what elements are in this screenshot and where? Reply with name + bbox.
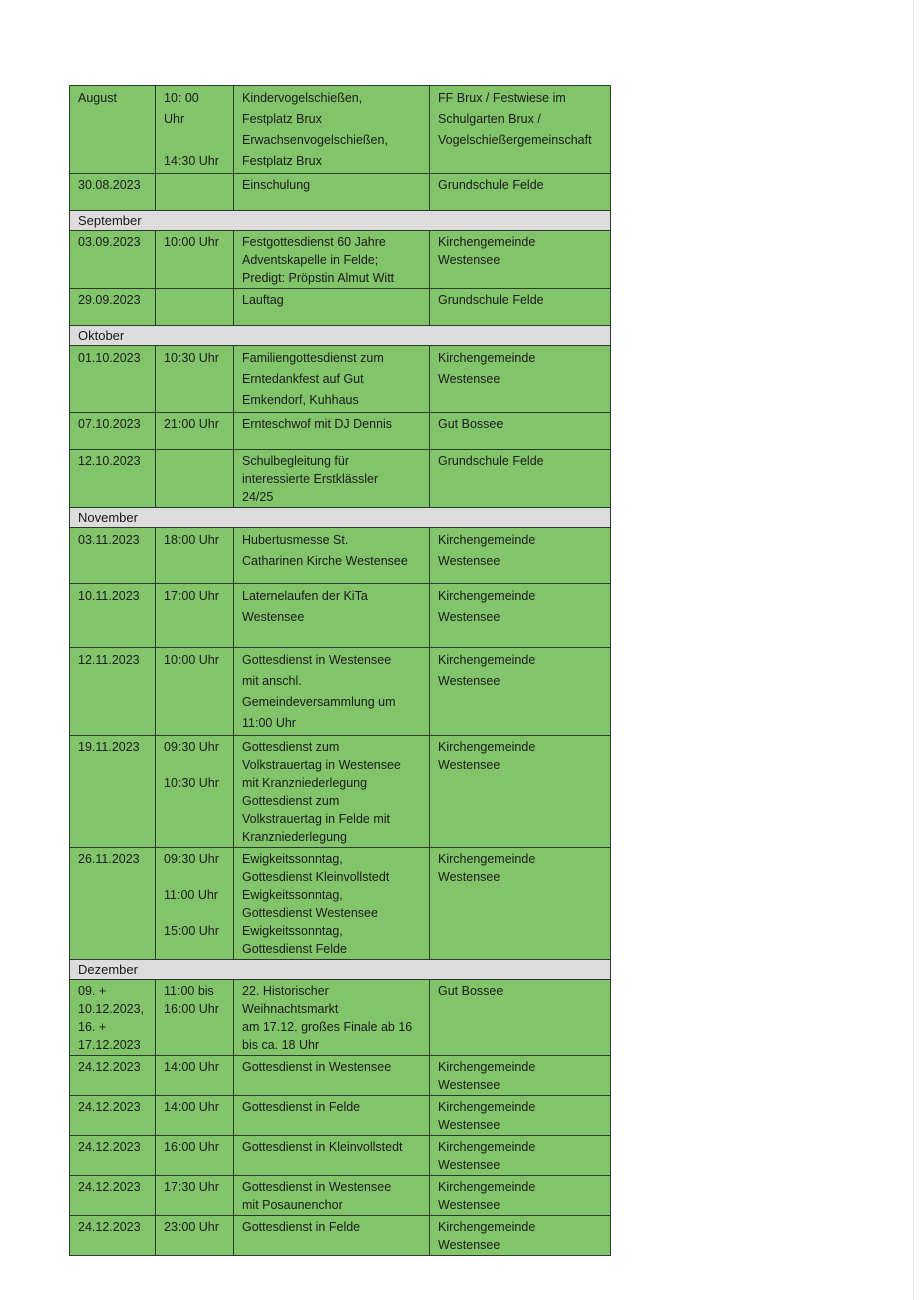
event-title (234, 1056, 430, 1096)
event-organizer (430, 1136, 611, 1176)
event-date (70, 584, 156, 648)
month-header (70, 211, 611, 231)
event-date-line: 10.11.2023 (78, 589, 140, 603)
event-organizer-line: Kirchengemeinde (438, 235, 536, 249)
month-label: Oktober (78, 328, 125, 343)
event-title-line: 24/25 (242, 490, 274, 504)
event-time (156, 848, 234, 960)
event-organizer-line: Kirchengemeinde (438, 1140, 536, 1154)
event-date-line: 10.12.2023, (78, 1002, 145, 1016)
event-time-line: 18:00 Uhr (164, 533, 219, 547)
event-title (234, 346, 430, 413)
event-time-line: 09:30 Uhr (164, 740, 219, 754)
event-title (234, 1136, 430, 1176)
event-title (234, 450, 430, 508)
event-row (70, 648, 611, 736)
event-title-line: Catharinen Kirche Westensee (242, 554, 408, 568)
event-time (156, 1136, 234, 1176)
event-organizer-line: Vogelschießergemeinschaft (438, 133, 592, 147)
event-time-line: 17:00 Uhr (164, 589, 219, 603)
event-date-line: 03.09.2023 (78, 235, 141, 249)
event-date (70, 413, 156, 450)
event-row (70, 980, 611, 1056)
event-time-line: Uhr (164, 112, 185, 126)
event-title (234, 231, 430, 289)
month-header-row (70, 211, 611, 231)
event-title (234, 528, 430, 584)
event-organizer (430, 346, 611, 413)
event-organizer-line: Kirchengemeinde (438, 852, 536, 866)
event-row (70, 1056, 611, 1096)
event-time-line: 10:30 Uhr (164, 351, 219, 365)
event-title-line: Festgottesdienst 60 Jahre (242, 235, 386, 249)
event-organizer-line: FF Brux / Festwiese im (438, 91, 566, 105)
event-date-line: 19.11.2023 (78, 740, 140, 754)
event-time-line (164, 176, 225, 194)
event-organizer-line: Gut Bossee (438, 417, 504, 431)
event-organizer-line: Westensee (438, 554, 501, 568)
event-organizer-line: Westensee (438, 372, 501, 386)
event-title-line: Hubertusmesse St. (242, 533, 349, 547)
event-time-line: 10:30 Uhr (164, 776, 219, 790)
event-date-line: 16. + (78, 1020, 107, 1034)
event-title-line: Gottesdienst in Felde (242, 1220, 361, 1234)
event-time (156, 289, 234, 326)
event-time (156, 1096, 234, 1136)
event-organizer (430, 86, 611, 174)
event-time-line: 10:00 Uhr (164, 235, 219, 249)
event-date (70, 528, 156, 584)
event-title-line: 22. Historischer (242, 984, 329, 998)
event-date (70, 848, 156, 960)
event-title-line: Schulbegleitung für (242, 454, 350, 468)
event-row (70, 584, 611, 648)
event-title (234, 648, 430, 736)
event-title-line: Festplatz Brux (242, 112, 322, 126)
event-title-line: Gottesdienst in Kleinvollstedt (242, 1140, 403, 1154)
event-title-line: Gottesdienst in Felde (242, 1100, 361, 1114)
event-date (70, 289, 156, 326)
month-header (70, 508, 611, 528)
event-date (70, 648, 156, 736)
event-date (70, 1176, 156, 1216)
event-title-line: Gottesdienst in Westensee (242, 1180, 392, 1194)
event-organizer-line: Kirchengemeinde (438, 1060, 536, 1074)
event-title-line: Erwachsenvogelschießen, (242, 133, 388, 147)
event-row (70, 289, 611, 326)
event-date-line: 12.10.2023 (78, 454, 141, 468)
event-time-line: 10:00 Uhr (164, 653, 219, 667)
event-date-line: August (78, 91, 117, 105)
month-header (70, 326, 611, 346)
event-organizer (430, 980, 611, 1056)
event-row (70, 1216, 611, 1256)
event-time-line (164, 130, 225, 151)
event-title-line: Volkstrauertag in Westensee (242, 758, 401, 772)
event-title-line: Lauftag (242, 293, 284, 307)
event-title-line: Gottesdienst Kleinvollstedt (242, 870, 390, 884)
event-row (70, 528, 611, 584)
event-title (234, 1216, 430, 1256)
event-organizer-line: Kirchengemeinde (438, 740, 536, 754)
event-title (234, 736, 430, 848)
event-time-line: 14:00 Uhr (164, 1100, 219, 1114)
event-date-line: 07.10.2023 (78, 417, 141, 431)
event-date (70, 736, 156, 848)
event-title (234, 174, 430, 211)
event-time-line: 17:30 Uhr (164, 1180, 219, 1194)
event-organizer-line: Kirchengemeinde (438, 1100, 536, 1114)
event-time-line: 10: 00 (164, 91, 199, 105)
event-time-line (164, 756, 225, 774)
event-time (156, 413, 234, 450)
event-row (70, 86, 611, 174)
event-organizer-line: Westensee (438, 610, 501, 624)
month-label: September (78, 213, 142, 228)
event-time-line (164, 291, 225, 309)
events-body (70, 86, 611, 1256)
event-organizer-line: Kirchengemeinde (438, 589, 536, 603)
event-time (156, 231, 234, 289)
event-title-line: Einschulung (242, 178, 311, 192)
event-title (234, 1176, 430, 1216)
event-title (234, 584, 430, 648)
event-date-line: 24.12.2023 (78, 1060, 141, 1074)
event-title-line: 11:00 Uhr (242, 716, 296, 730)
event-organizer-line: Grundschule Felde (438, 178, 544, 192)
event-organizer (430, 1096, 611, 1136)
event-title-line: Westensee (242, 610, 305, 624)
event-title-line: Emkendorf, Kuhhaus (242, 393, 359, 407)
event-title-line: Adventskapelle in Felde; (242, 253, 379, 267)
event-organizer (430, 1216, 611, 1256)
event-date (70, 450, 156, 508)
event-date-line: 17.12.2023 (78, 1038, 141, 1052)
event-time (156, 346, 234, 413)
events-table (69, 85, 611, 1256)
event-row (70, 346, 611, 413)
event-title-line: bis ca. 18 Uhr (242, 1038, 320, 1052)
event-organizer-line: Kirchengemeinde (438, 351, 536, 365)
event-date-line: 24.12.2023 (78, 1100, 141, 1114)
event-time (156, 450, 234, 508)
event-organizer (430, 1056, 611, 1096)
event-organizer-line: Schulgarten Brux / (438, 112, 541, 126)
event-organizer-line: Westensee (438, 870, 501, 884)
event-title-line: Kranzniederlegung (242, 830, 347, 844)
event-organizer (430, 289, 611, 326)
event-organizer-line: Westensee (438, 674, 501, 688)
event-date (70, 346, 156, 413)
event-organizer-line: Westensee (438, 1198, 501, 1212)
event-date (70, 1136, 156, 1176)
event-time (156, 174, 234, 211)
event-organizer (430, 848, 611, 960)
event-title-line: Laternelaufen der KiTa (242, 589, 368, 603)
event-time-line: 11:00 Uhr (164, 888, 218, 902)
event-title (234, 86, 430, 174)
event-time-line (164, 868, 225, 886)
event-time-line: 16:00 Uhr (164, 1140, 219, 1154)
event-organizer-line: Westensee (438, 1158, 501, 1172)
event-date-line: 29.09.2023 (78, 293, 141, 307)
event-title-line: Gottesdienst in Westensee (242, 1060, 392, 1074)
event-title-line: am 17.12. großes Finale ab 16 (242, 1020, 413, 1034)
event-time-line: 21:00 Uhr (164, 417, 219, 431)
event-organizer (430, 174, 611, 211)
month-header (70, 960, 611, 980)
event-title-line: Weihnachtsmarkt (242, 1002, 339, 1016)
event-organizer-line: Kirchengemeinde (438, 1180, 536, 1194)
event-time-line: 14:00 Uhr (164, 1060, 219, 1074)
event-title-line: Festplatz Brux (242, 154, 322, 168)
event-organizer (430, 450, 611, 508)
event-title (234, 289, 430, 326)
event-title-line: Ewigkeitssonntag, (242, 852, 343, 866)
event-organizer-line: Westensee (438, 253, 501, 267)
event-title-line: mit Posaunenchor (242, 1198, 343, 1212)
event-title-line: Predigt: Pröpstin Almut Witt (242, 271, 395, 285)
event-date (70, 174, 156, 211)
event-time (156, 1216, 234, 1256)
event-time-line: 23:00 Uhr (164, 1220, 219, 1234)
event-date (70, 1216, 156, 1256)
event-organizer-line: Kirchengemeinde (438, 533, 536, 547)
event-title-line: Gottesdienst Westensee (242, 906, 378, 920)
event-title (234, 1096, 430, 1136)
event-title-line: interessierte Erstklässler (242, 472, 379, 486)
event-row (70, 450, 611, 508)
event-date-line: 24.12.2023 (78, 1140, 141, 1154)
event-time-line (164, 904, 225, 922)
event-organizer-line: Westensee (438, 1118, 501, 1132)
event-time-line: 15:00 Uhr (164, 924, 219, 938)
event-date-line: 09. + (78, 984, 107, 998)
event-title (234, 413, 430, 450)
event-title-line: Erntedankfest auf Gut (242, 372, 364, 386)
event-date-line: 01.10.2023 (78, 351, 141, 365)
event-organizer-line: Westensee (438, 758, 501, 772)
event-date (70, 980, 156, 1056)
event-time-line: 09:30 Uhr (164, 852, 219, 866)
event-row (70, 1136, 611, 1176)
event-organizer-line: Gut Bossee (438, 984, 504, 998)
event-title-line: Ewigkeitssonntag, (242, 888, 343, 902)
event-time (156, 648, 234, 736)
event-date-line: 30.08.2023 (78, 178, 141, 192)
event-organizer-line: Westensee (438, 1078, 501, 1092)
event-time (156, 736, 234, 848)
event-organizer (430, 648, 611, 736)
event-row (70, 848, 611, 960)
month-label: Dezember (78, 962, 138, 977)
event-time-line: 14:30 Uhr (164, 154, 219, 168)
event-title-line: Gemeindeversammlung um (242, 695, 396, 709)
event-organizer (430, 1176, 611, 1216)
event-time (156, 1176, 234, 1216)
month-header-row (70, 960, 611, 980)
event-title-line: Volkstrauertag in Felde mit (242, 812, 390, 826)
event-title (234, 980, 430, 1056)
event-time-line (164, 452, 225, 470)
event-organizer (430, 528, 611, 584)
event-row (70, 413, 611, 450)
event-title-line: Gottesdienst zum (242, 794, 340, 808)
event-organizer-line: Grundschule Felde (438, 293, 544, 307)
event-date-line: 26.11.2023 (78, 852, 140, 866)
event-time (156, 584, 234, 648)
event-title (234, 848, 430, 960)
event-date (70, 1096, 156, 1136)
event-title-line: mit anschl. (242, 674, 302, 688)
event-date-line: 12.11.2023 (78, 653, 140, 667)
event-title-line: Ewigkeitssonntag, (242, 924, 343, 938)
event-time-line: 16:00 Uhr (164, 1002, 219, 1016)
event-row (70, 174, 611, 211)
event-title-line: Familiengottesdienst zum (242, 351, 384, 365)
event-organizer (430, 231, 611, 289)
event-time (156, 528, 234, 584)
event-time (156, 1056, 234, 1096)
event-organizer (430, 413, 611, 450)
event-date (70, 1056, 156, 1096)
event-row (70, 1176, 611, 1216)
event-date (70, 86, 156, 174)
page-edge-line (913, 0, 914, 1300)
event-title-line: Gottesdienst Felde (242, 942, 347, 956)
event-row (70, 231, 611, 289)
event-organizer (430, 736, 611, 848)
event-title-line: Gottesdienst zum (242, 740, 340, 754)
event-row (70, 736, 611, 848)
month-header-row (70, 326, 611, 346)
event-date-line: 03.11.2023 (78, 533, 140, 547)
event-date-line: 24.12.2023 (78, 1180, 141, 1194)
event-time (156, 86, 234, 174)
event-organizer-line: Grundschule Felde (438, 454, 544, 468)
event-date (70, 231, 156, 289)
event-organizer-line: Kirchengemeinde (438, 653, 536, 667)
event-organizer-line: Kirchengemeinde (438, 1220, 536, 1234)
event-title-line: mit Kranzniederlegung (242, 776, 368, 790)
event-date-line: 24.12.2023 (78, 1220, 141, 1234)
event-time (156, 980, 234, 1056)
event-row (70, 1096, 611, 1136)
month-label: November (78, 510, 138, 525)
event-organizer-line: Westensee (438, 1238, 501, 1252)
month-header-row (70, 508, 611, 528)
event-title-line: Gottesdienst in Westensee (242, 653, 392, 667)
event-organizer (430, 584, 611, 648)
event-title-line: Kindervogelschießen, (242, 91, 363, 105)
event-title-line: Ernteschwof mit DJ Dennis (242, 417, 393, 431)
event-time-line: 11:00 bis (164, 984, 214, 998)
